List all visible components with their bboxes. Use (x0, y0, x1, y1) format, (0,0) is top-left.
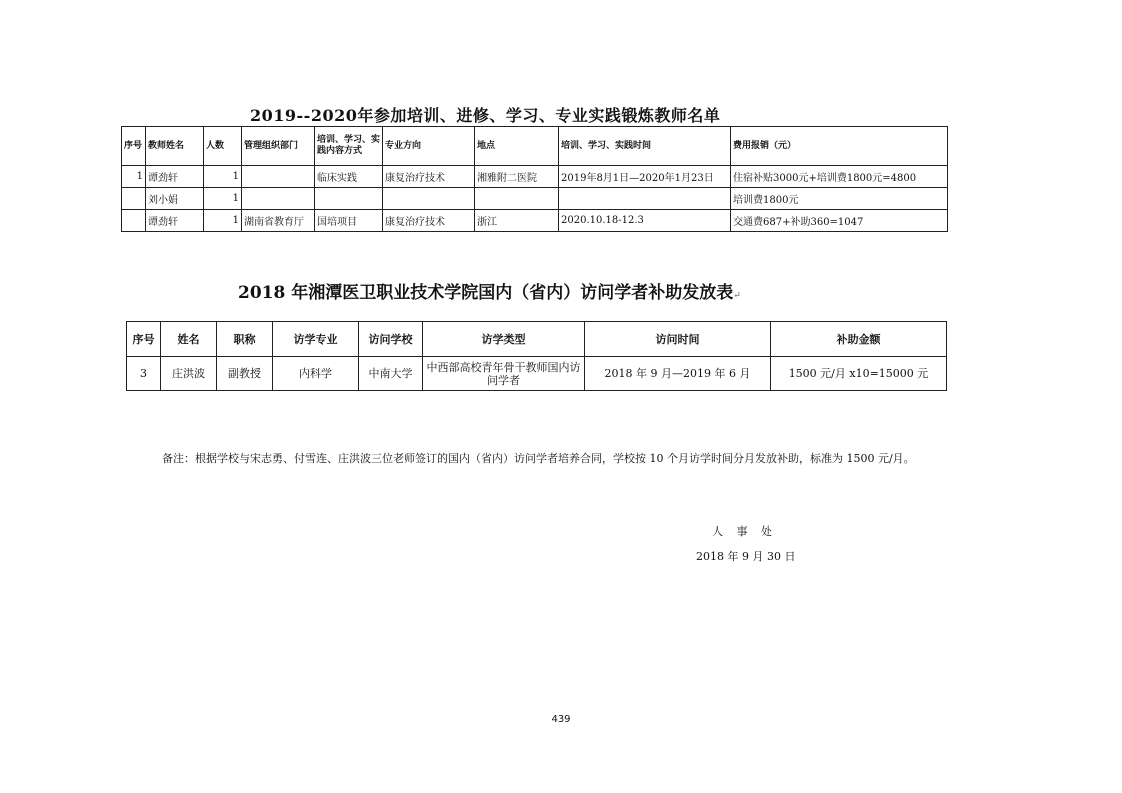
cell: 康复治疗技术 (383, 210, 475, 232)
cell: 1 (122, 166, 146, 188)
cell: 3 (127, 357, 161, 391)
cell: 2018 年 9 月—2019 年 6 月 (585, 357, 771, 391)
cell: 刘小娟 (146, 188, 204, 210)
table-row (122, 188, 948, 210)
cell: 住宿补贴3000元+培训费1800元=4800 (731, 166, 948, 188)
col-header-school: 访问学校 (359, 322, 423, 357)
col-header-major: 专业方向 (383, 127, 475, 166)
col-header-time: 培训、学习、实践时间 (559, 127, 731, 166)
cell (315, 188, 383, 210)
col-header-method: 培训、学习、实践内容方式 (315, 127, 383, 166)
col-header-teacher-name: 教师姓名 (146, 127, 204, 166)
cell (122, 188, 146, 210)
col-header-type: 访学类型 (423, 322, 585, 357)
signature-department: 人 事 处 (712, 525, 777, 538)
cell: 临床实践 (315, 166, 383, 188)
cell: 谭劲轩 (146, 166, 204, 188)
col-header-location: 地点 (475, 127, 559, 166)
cell: 1 (204, 210, 242, 232)
cell: 2020.10.18-12.3 (559, 210, 731, 232)
cell: 国培项目 (315, 210, 383, 232)
cell: 交通费687+补助360=1047 (731, 210, 948, 232)
cell: 湘雅附二医院 (475, 166, 559, 188)
cell: 培训费1800元 (731, 188, 948, 210)
table2-title-text: 2018 年湘潭医卫职业技术学院国内（省内）访问学者补助发放表 (238, 283, 734, 303)
cell: 中南大学 (359, 357, 423, 391)
cell: 浙江 (475, 210, 559, 232)
cell: 1 (204, 188, 242, 210)
cell (475, 188, 559, 210)
cell: 内科学 (273, 357, 359, 391)
table1-title: 2019--2020年参加培训、进修、学习、专业实践锻炼教师名单 (250, 106, 721, 125)
col-header-time: 访问时间 (585, 322, 771, 357)
col-header-amount: 补助金额 (771, 322, 947, 357)
cell: 庄洪波 (161, 357, 217, 391)
cell (383, 188, 475, 210)
col-header-name: 姓名 (161, 322, 217, 357)
cell: 中西部高校青年骨干教师国内访问学者 (423, 357, 585, 391)
cell (559, 188, 731, 210)
table-row (127, 357, 947, 391)
cell: 康复治疗技术 (383, 166, 475, 188)
table2-header-row (127, 322, 947, 357)
cell: 副教授 (217, 357, 273, 391)
remark-paragraph: 备注：根据学校与宋志勇、付雪连、庄洪波三位老师签订的国内（省内）访问学者培养合同，学校按 10 个月访学时间分月发放补助，标准为 1500 元/月。 (162, 452, 915, 465)
cell: 2019年8月1日—2020年1月23日 (559, 166, 731, 188)
training-teacher-table (121, 126, 948, 232)
page-number: 439 (551, 714, 571, 725)
paragraph-mark-icon: ↵ (733, 291, 741, 301)
col-header-title: 职称 (217, 322, 273, 357)
col-header-count: 人数 (204, 127, 242, 166)
visiting-scholar-table (126, 321, 947, 391)
table-row (122, 166, 948, 188)
col-header-index: 序号 (122, 127, 146, 166)
table1-header-row (122, 127, 948, 166)
cell: 谭劲轩 (146, 210, 204, 232)
cell (242, 166, 315, 188)
cell: 湖南省教育厅 (242, 210, 315, 232)
cell (242, 188, 315, 210)
col-header-department: 管理组织部门 (242, 127, 315, 166)
cell: 1500 元/月 x10=15000 元 (771, 357, 947, 391)
table-row (122, 210, 948, 232)
col-header-major: 访学专业 (273, 322, 359, 357)
table2-title (238, 278, 741, 303)
cell (122, 210, 146, 232)
col-header-expense: 费用报销（元） (731, 127, 948, 166)
col-header-index: 序号 (127, 322, 161, 357)
signature-date: 2018 年 9 月 30 日 (696, 550, 796, 563)
cell: 1 (204, 166, 242, 188)
